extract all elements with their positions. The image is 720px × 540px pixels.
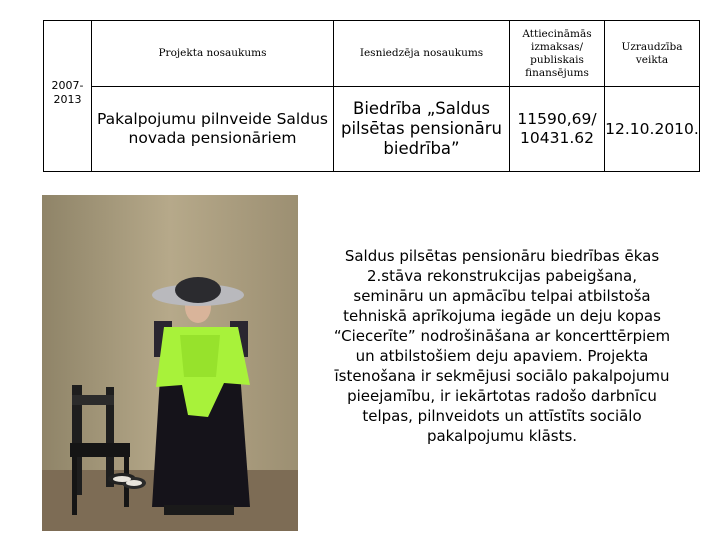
cell-costs: 11590,69/ 10431.62 [510,87,605,172]
project-description: Saldus pilsētas pensionāru biedrības ēkas 2.stāva rekonstrukcijas pabeigšana, semināru un apmācību telpai atbilstoša tehniskā aprīkojuma iegāde un deju kopas “Ciecerīte” nodrošināšana ar koncerttērpiem un atbilstošiem deju apaviem. Projekta īstenošana ir sekmējusi sociālo pakalpojumu pieejamību, ir iekārtotas radošo darbnīcu telpas, pilnveidots un attīstīts sociālo pakalpojumu klāsts. [333,247,671,445]
header-project-name: Projekta nosaukums [92,21,334,87]
woman-with-green-garment-photo [42,195,298,531]
table-row [44,87,700,172]
cell-project-name: Pakalpojumu pilnveide Saldus novada pensionāriem [92,87,334,172]
cell-supervision: 12.10.2010. [605,87,700,172]
cell-applicant-name: Biedrība „Saldus pilsētas pensionāru biedrība” [334,87,510,172]
project-table [43,20,700,172]
header-applicant-name: Iesniedzēja nosaukums [334,21,510,87]
year-label: 2007-2013 [51,79,84,106]
year-cell [44,21,92,172]
header-costs: Attiecināmās izmaksas/ publiskais finansējums [510,21,605,87]
header-row [44,21,700,87]
photo-illustration [42,195,298,531]
header-supervision: Uzraudzība veikta [605,21,700,87]
